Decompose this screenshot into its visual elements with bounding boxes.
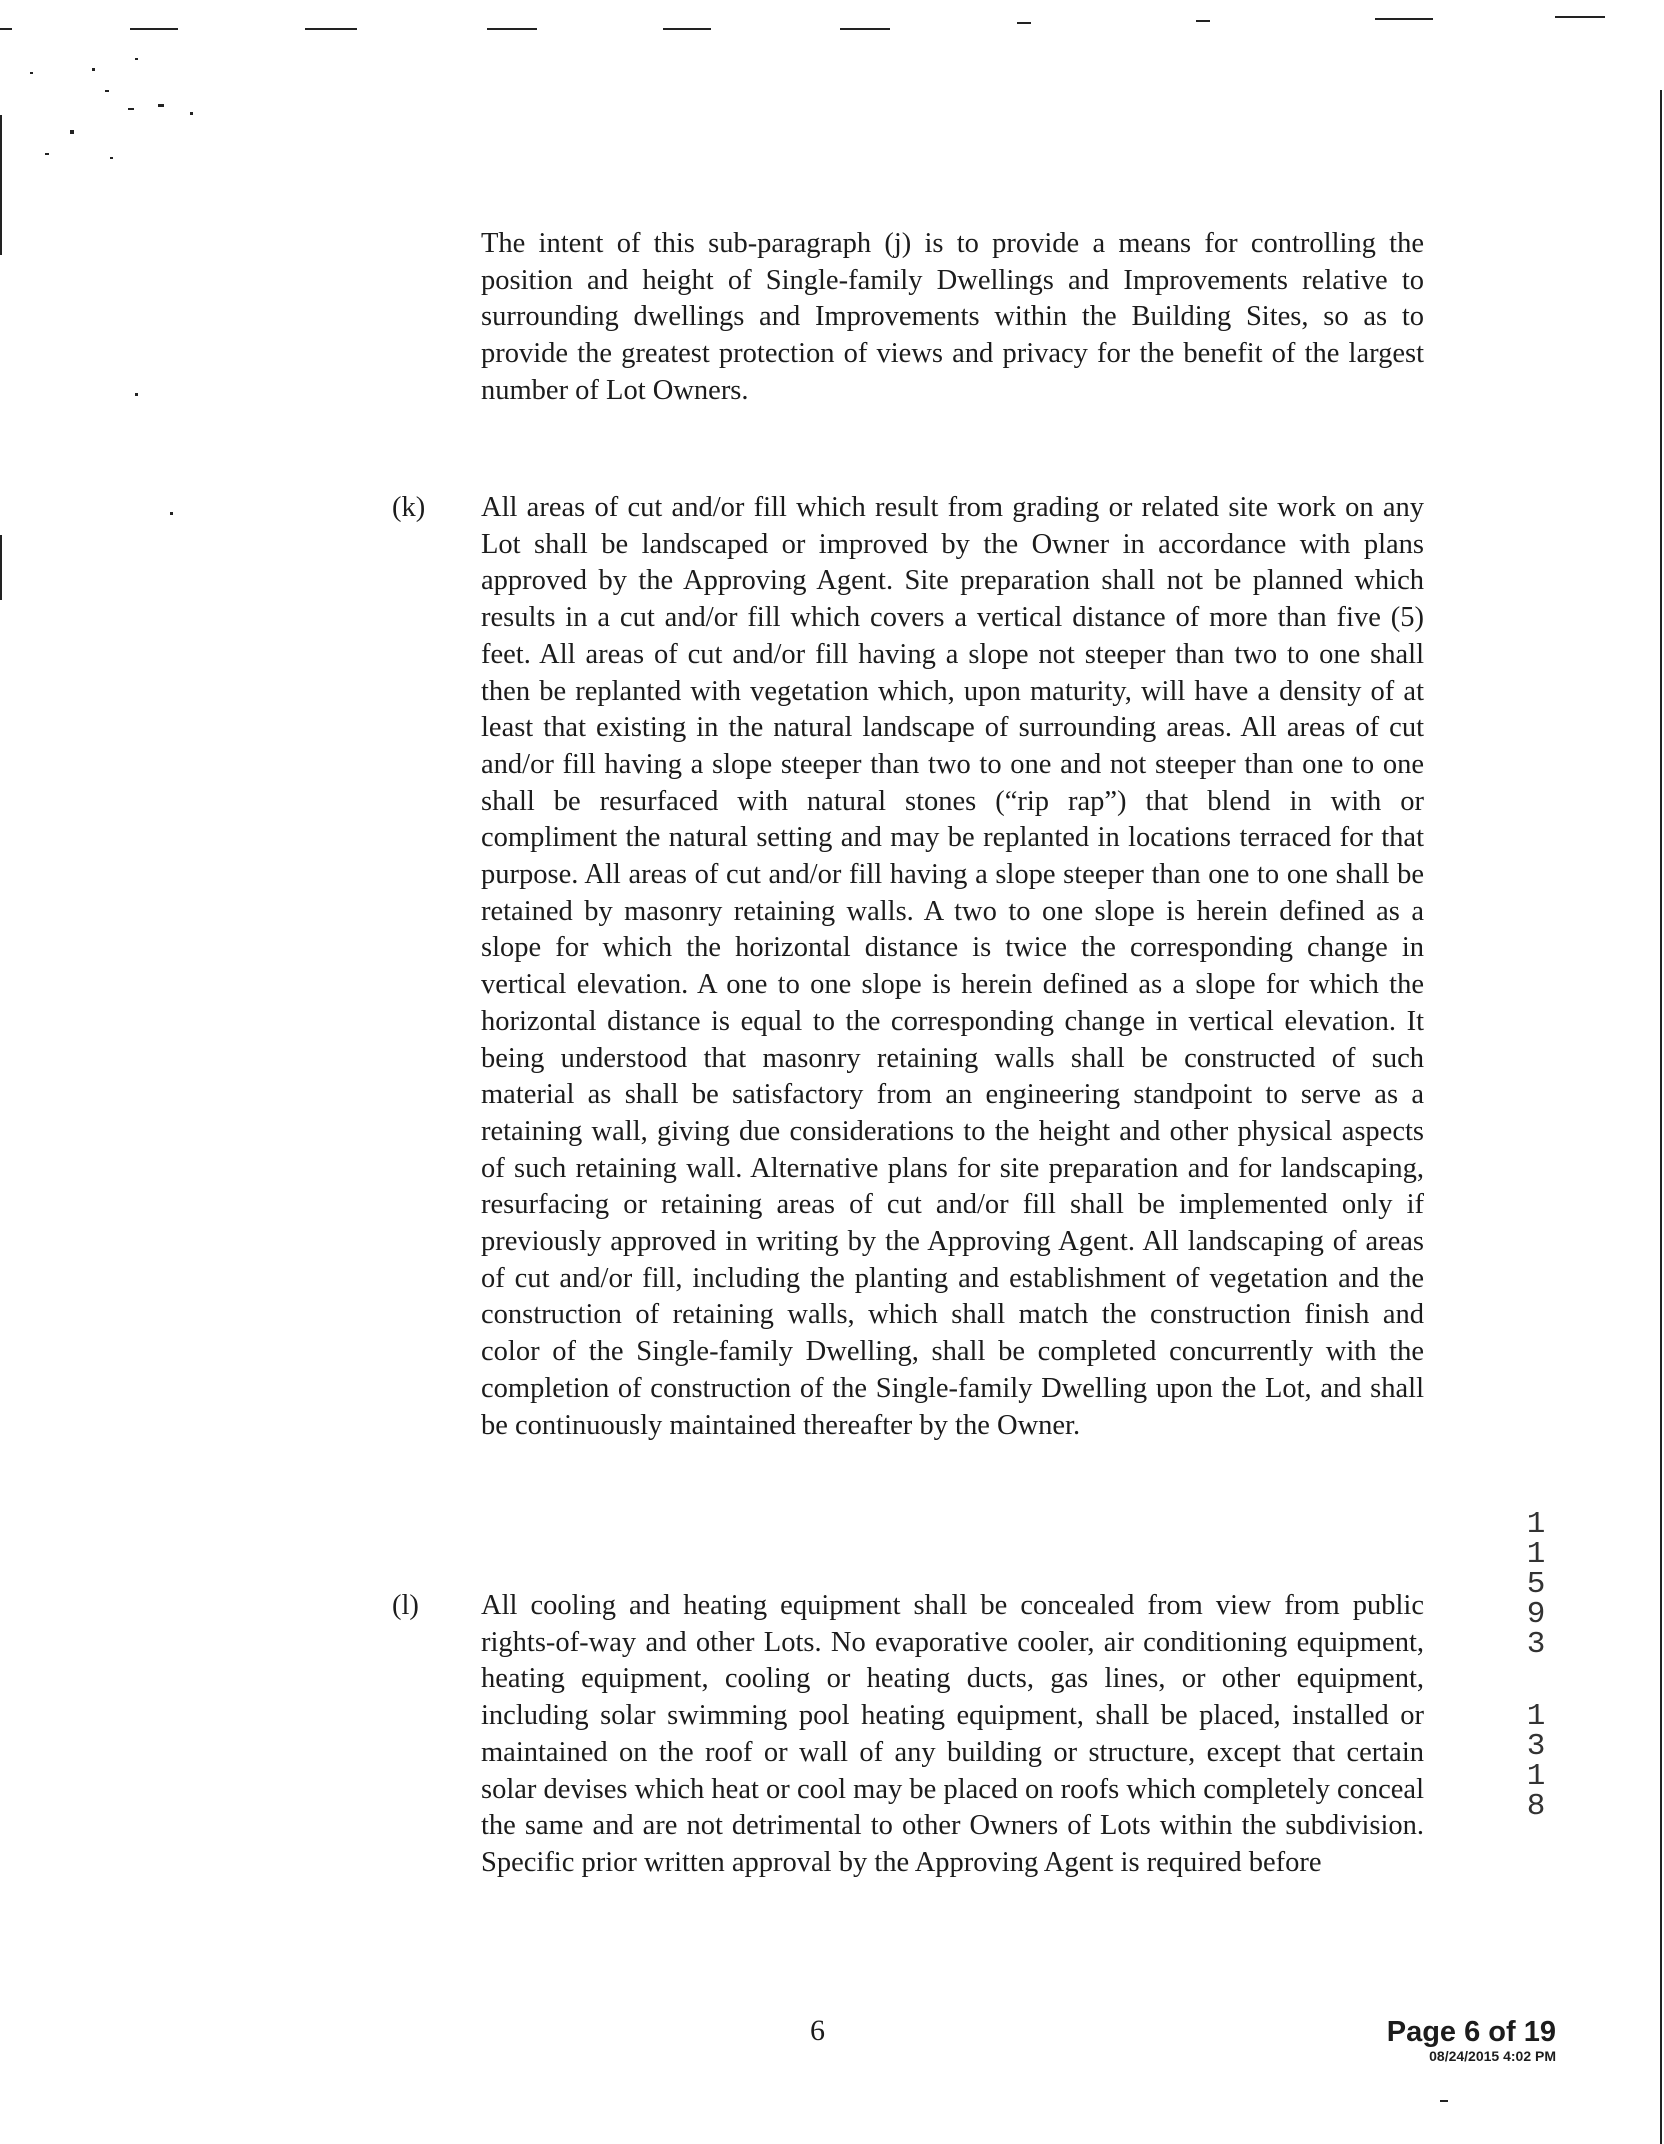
scan-speck: [92, 68, 95, 71]
paragraph-l-text: All cooling and heating equipment shall be concealed from view from public rights-of-way and other Lots. No evaporative cooler, air conditioning equipment, heating equipment, cooling or heating ducts, gas lines, or other equipment, including solar swimming pool heating equipment, shall be placed, installed or maintained on the roof or wall of any building or structure, except that certain solar devises which heat or cool may be placed on roofs which completely conceal the same and are not detrimental to other Owners of Lots within the subdivision. Specific prior written approval by the Approving Agent is required before: [481, 1590, 1424, 1878]
scan-speck: [45, 153, 49, 155]
scan-artifact-top-rule: [1375, 18, 1433, 20]
scan-speck: [135, 58, 138, 60]
scan-artifact-left-edge: [0, 115, 2, 255]
page-stamp: [1376, 2016, 1556, 2064]
recording-number: [1515, 1507, 1557, 1824]
scan-artifact-top-rule: [1555, 16, 1605, 18]
scan-speck: [110, 157, 113, 159]
scan-speck: [1440, 2100, 1448, 2102]
recording-digit: 1: [1526, 1537, 1546, 1572]
paragraph-k-text: All areas of cut and/or fill which result from grading or related site work on any Lot shall be landscaped or improved by the Owner in accordance with plans approved by the Approving Agent. Site preparation shall not be planned which results in a cut and/or fill which covers a vertical distance of more than five (5) feet. All areas of cut and/or fill having a slope not steeper than two to one shall then be replanted with vegetation which, upon maturity, will have a density of at least that existing in the natural landscape of surrounding areas. All areas of cut and/or fill having a slope steeper than two to one and not steeper than one to one shall be resurfaced with natural stones (“rip rap”) that blend in with or compliment the natural setting and may be replanted in locations terraced for that purpose. All areas of cut and/or fill having a slope steeper than one to one shall be retained by masonry retaining walls. A two to one slope is herein defined as a slope for which the horizontal distance is twice the corresponding change in vertical elevation. A one to one slope is herein defined as a slope for which the horizontal distance is equal to the corresponding change in vertical elevation. It being understood that masonry retaining walls shall be constructed of such material as shall be satisfactory from an engineering standpoint to serve as a retaining wall, giving due considerations to the height and other physical aspects of such retaining wall. Alternative plans for site preparation and for landscaping, resurfacing or retaining areas of cut and/or fill shall be implemented only if previously approved in writing by the Approving Agent. All landscaping of areas of cut and/or fill, including the planting and establishment of vegetation and the construction of retaining walls, which shall match the construction finish and color of the Single-family Dwelling, shall be completed concurrently with the completion of construction of the Single-family Dwelling upon the Lot, and shall be continuously maintained thereafter by the Owner.: [481, 492, 1424, 1441]
scan-artifact-top-rule: [1017, 22, 1031, 24]
scan-artifact-top-rule: [130, 28, 178, 30]
scan-artifact-top-rule: [1196, 20, 1210, 22]
scan-speck: [158, 104, 164, 107]
paragraph-label-l: (l): [392, 1590, 419, 1621]
scan-artifact-top-rule: [840, 28, 890, 30]
intent-paragraph-j: The intent of this sub-paragraph (j) is to provide a means for controlling the position and height of Single-family Dwellings and Improvements relative to surrounding dwellings and Improvements within the Building Sites, so as to provide the greatest protection of views and privacy for the benefit of the largest number of Lot Owners.: [481, 228, 1424, 406]
scan-artifact-right-edge: [1660, 90, 1662, 2144]
scan-artifact-top-rule: [0, 28, 12, 30]
page-of-label: Page 6 of 19: [1386, 2016, 1556, 2048]
recording-number-gap: [1515, 1660, 1557, 1702]
scan-speck: [170, 512, 173, 515]
scan-artifact-top-rule: [663, 28, 711, 30]
recording-digit: 1: [1526, 1507, 1546, 1542]
print-timestamp: 08/24/2015 4:02 PM: [1429, 2048, 1556, 2064]
page-number: 6: [810, 2014, 825, 2047]
scan-speck: [190, 112, 193, 115]
recording-digit: 9: [1526, 1597, 1546, 1632]
scan-speck: [30, 72, 33, 74]
recording-digit: 8: [1526, 1789, 1546, 1824]
recording-digit: 5: [1526, 1567, 1546, 1602]
scan-artifact-left-edge: [0, 535, 2, 600]
recording-digit: 1: [1526, 1699, 1546, 1734]
scan-speck: [128, 108, 134, 110]
scan-speck: [135, 393, 138, 396]
recording-digit: 3: [1526, 1729, 1546, 1764]
recording-digit: 1: [1526, 1759, 1546, 1794]
scan-artifact-top-rule: [305, 28, 357, 30]
paragraph-label-k: (k): [392, 492, 426, 523]
scan-artifact-top-rule: [487, 28, 537, 30]
recording-digit: 3: [1526, 1627, 1546, 1662]
scan-speck: [70, 130, 74, 134]
scan-speck: [105, 90, 109, 92]
